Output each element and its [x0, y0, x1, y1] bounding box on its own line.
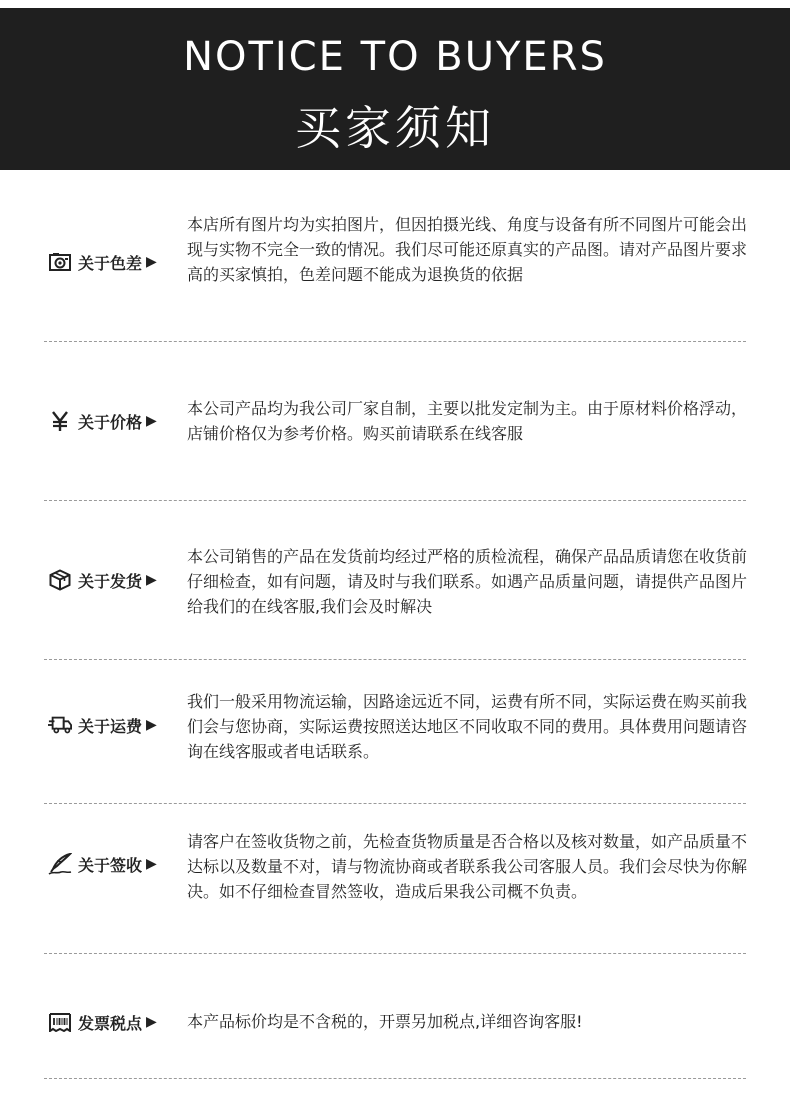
- divider: [44, 1078, 746, 1079]
- section-text: 我们一般采用物流运输，因路途远近不同，运费有所不同，实际运费在购买前我们会与您协商，实际运费按照送达地区不同收取不同的费用。具体费用问题请咨询在线客服或者电话联系。: [187, 692, 748, 761]
- label-sign-for: [48, 852, 157, 876]
- section-label: 关于签收: [78, 855, 143, 875]
- invoice-icon: [48, 1010, 72, 1034]
- yen-icon: [48, 409, 72, 433]
- arrow-right-icon: ▶: [146, 413, 157, 429]
- package-icon: [48, 568, 72, 592]
- divider: [44, 953, 746, 954]
- camera-icon: [48, 250, 72, 274]
- section-label: 关于发货: [78, 571, 143, 591]
- truck-icon: [48, 713, 72, 737]
- pen-icon: [48, 852, 72, 876]
- label-color-difference: [48, 250, 157, 274]
- section-label: 关于色差: [78, 253, 143, 273]
- section-label: 关于价格: [78, 412, 143, 432]
- label-price: [48, 409, 157, 433]
- section-text: 本店所有图片均为实拍图片，但因拍摄光线、角度与设备有所不同图片可能会出现与实物不完全一致的情况。我们尽可能还原真实的产品图。请对产品图片要求高的买家慎拍，色差问题不能成为退换货的依据: [187, 215, 748, 284]
- arrow-right-icon: ▶: [146, 856, 157, 872]
- divider: [44, 659, 746, 660]
- section-label: 关于运费: [78, 716, 143, 736]
- section-text: 请客户在签收货物之前，先检查货物质量是否合格以及核对数量，如产品质量不达标以及数量不对，请与物流协商或者联系我公司客服人员。我们会尽快为你解决。如不仔细检查冒然签收，造成后果我公司概不负责。: [187, 832, 748, 901]
- label-freight: [48, 713, 157, 737]
- section-text: 本产品标价均是不含税的，开票另加税点,详细咨询客服!: [187, 1012, 583, 1031]
- section-text: 本公司产品均为我公司厂家自制，主要以批发定制为主。由于原材料价格浮动，店铺价格仅为参考价格。购买前请联系在线客服: [187, 399, 748, 443]
- arrow-right-icon: ▶: [146, 254, 157, 270]
- arrow-right-icon: ▶: [146, 572, 157, 588]
- section-text: 本公司销售的产品在发货前均经过严格的质检流程，确保产品品质请您在收货前仔细检查，如有问题，请及时与我们联系。如遇产品质量问题，请提供产品图片给我们的在线客服,我们会及时解决: [187, 547, 748, 616]
- arrow-right-icon: ▶: [146, 717, 157, 733]
- divider: [44, 341, 746, 342]
- divider: [44, 500, 746, 501]
- header-banner: [0, 8, 790, 170]
- title-chinese: 买家须知: [295, 101, 495, 155]
- divider: [44, 803, 746, 804]
- label-shipping: [48, 568, 157, 592]
- arrow-right-icon: ▶: [146, 1014, 157, 1030]
- section-label: 发票税点: [78, 1013, 143, 1033]
- label-invoice-tax: [48, 1010, 157, 1034]
- title-english: NOTICE TO BUYERS: [183, 34, 607, 80]
